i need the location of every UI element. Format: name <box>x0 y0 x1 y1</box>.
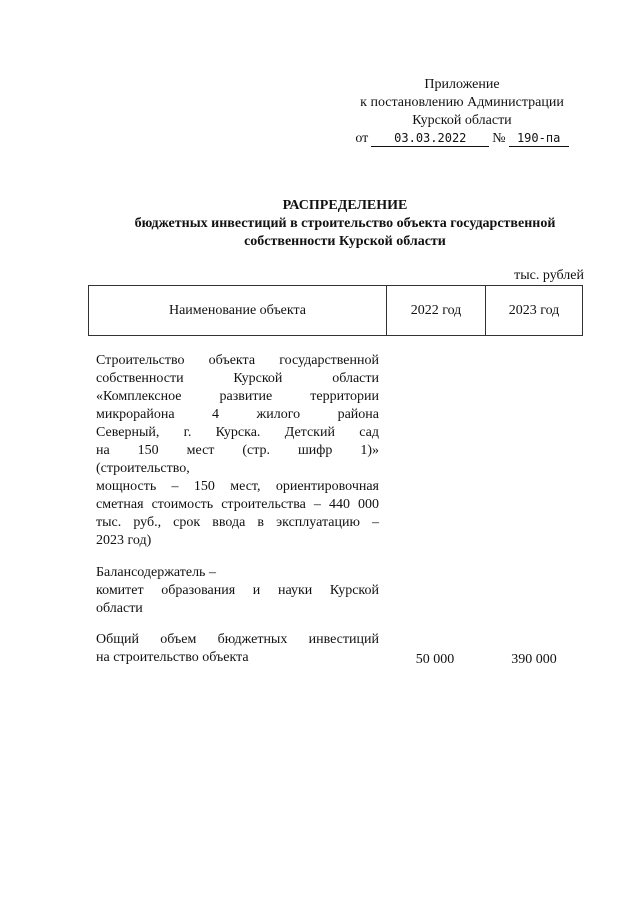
holder-line: Балансодержатель – <box>96 565 216 580</box>
value-2022: 50 000 <box>415 652 455 667</box>
total-line: на строительство объекта <box>96 650 249 665</box>
from-label: от <box>355 131 369 146</box>
units-label: тыс. рублей <box>514 268 584 283</box>
holder-line: области <box>96 601 143 616</box>
title-line-3: собственности Курской области <box>244 234 446 249</box>
object-description <box>96 352 379 550</box>
appendix-line-3: Курской области <box>412 113 512 128</box>
title-line-1: РАСПРЕДЕЛЕНИЕ <box>282 198 408 213</box>
table-header <box>88 285 583 336</box>
total-line: Общий объем бюджетных инвестиций <box>96 632 379 647</box>
decree-date: 03.03.2022 <box>371 130 489 147</box>
header-object-name: Наименование объекта <box>89 286 387 335</box>
description-line: собственности Курской области <box>96 371 379 386</box>
description-line: микрорайона 4 жилого района <box>96 407 379 422</box>
description-line: Северный, г. Курска. Детский сад <box>96 425 379 440</box>
header-year-2022: 2022 год <box>387 286 486 335</box>
description-line: 2023 год) <box>96 533 152 548</box>
holder-line: комитет образования и науки Курской <box>96 583 379 598</box>
document-title <box>95 197 595 251</box>
header-year-2023: 2023 год <box>508 302 560 318</box>
appendix-line-2: к постановлению Администрации <box>360 95 564 110</box>
number-label: № <box>492 131 506 146</box>
description-line: на 150 мест (стр. шифр 1)» <box>96 443 379 458</box>
title-line-2: бюджетных инвестиций в строительство объекта государственной <box>134 216 556 231</box>
balance-holder <box>96 564 379 618</box>
total-investment-label <box>96 631 379 667</box>
description-line: сметная стоимость строительства – 440 000 <box>96 497 379 512</box>
decree-number: 190-па <box>509 130 569 147</box>
description-line: тыс. руб., срок ввода в эксплуатацию – <box>96 515 379 530</box>
description-line: (строительство, <box>96 461 190 476</box>
value-2023: 390 000 <box>511 652 557 667</box>
description-line: «Комплексное развитие территории <box>96 389 379 404</box>
appendix-header <box>342 76 582 148</box>
description-line: Строительство объекта государственной <box>96 353 379 368</box>
appendix-title: Приложение <box>424 77 500 92</box>
appendix-reference <box>342 130 582 148</box>
description-line: мощность – 150 мест, ориентировочная <box>96 479 379 494</box>
